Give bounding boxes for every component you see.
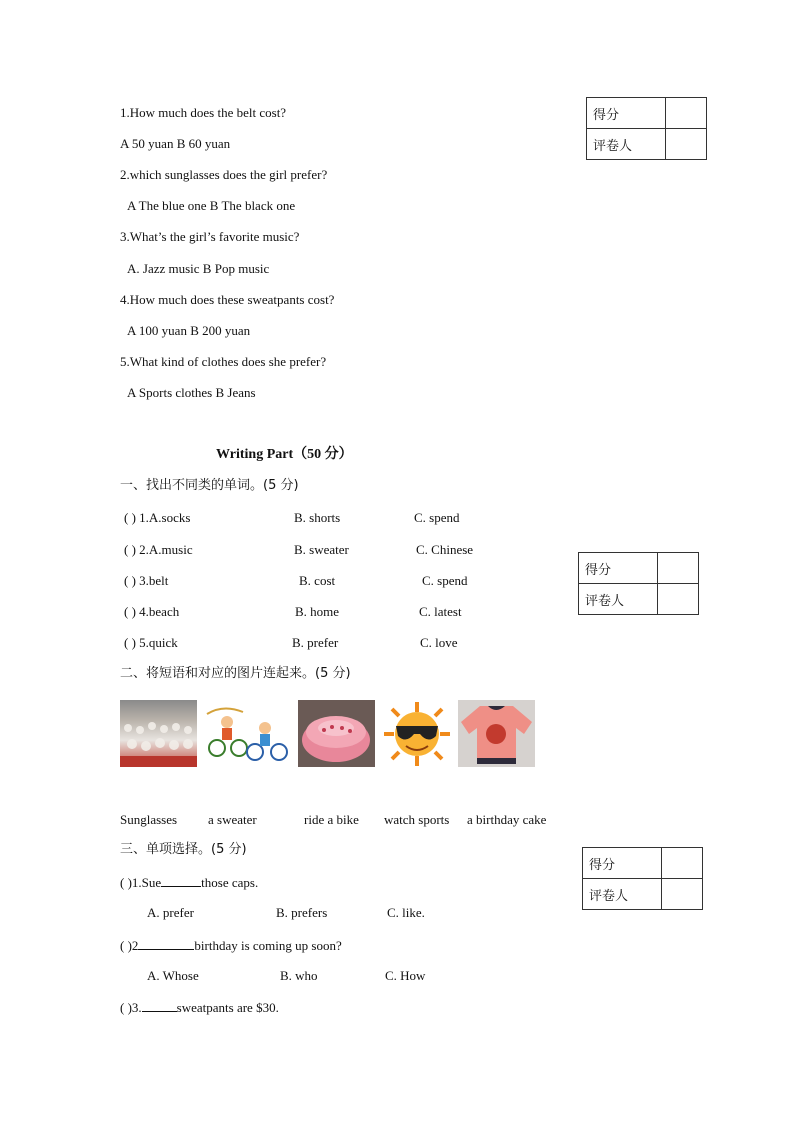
s1-row-2-b: B. sweater (294, 542, 349, 557)
s1-row-3-b: B. cost (299, 573, 336, 588)
score-cell[interactable] (666, 98, 707, 129)
score-label: 得分 (579, 553, 658, 584)
s3-q1-prefix: ( )1.Sue (120, 875, 162, 890)
s1-row-5-c: C. love (420, 635, 458, 650)
phrase-sweater: a sweater (208, 812, 257, 827)
score-box (582, 847, 703, 910)
score-label: 得分 (587, 98, 666, 129)
answer-blank[interactable] (161, 874, 201, 887)
question-4: 4.How much does these sweatpants cost? (120, 292, 335, 307)
answer-2: A The blue one B The black one (127, 198, 296, 213)
s3-q2-suffix: birthday is coming up soon? (194, 938, 342, 953)
answer-1: A 50 yuan B 60 yuan (120, 136, 231, 151)
s3-q1-option-c: C. like. (387, 905, 425, 920)
score-cell[interactable] (662, 848, 703, 879)
answer-blank[interactable] (142, 999, 177, 1012)
s3-q1-suffix: those caps. (201, 875, 259, 890)
sweater-photo (458, 700, 535, 767)
s3-q1-option-a: A. prefer (147, 905, 194, 920)
phrase-ride-bike: ride a bike (304, 812, 359, 827)
reviewer-label: 评卷人 (587, 129, 666, 160)
answer-3: A. Jazz music B Pop music (127, 261, 270, 276)
s1-row-5-num: ( ) 5.quick (124, 635, 178, 650)
phrase-watch-sports: watch sports (384, 812, 450, 827)
question-1: 1.How much does the belt cost? (120, 105, 287, 120)
s1-row-1-num: ( ) 1.A.socks (124, 510, 191, 525)
crowd-icon (120, 700, 197, 767)
bike-riders-picture (203, 700, 291, 767)
question-2: 2.which sunglasses does the girl prefer? (120, 167, 328, 182)
s1-row-3-c: C. spend (422, 573, 468, 588)
writing-title: Writing Part（50 分） (216, 447, 353, 462)
s1-row-4-c: C. latest (419, 604, 462, 619)
reviewer-label: 评卷人 (583, 879, 662, 910)
s3-question-2 (120, 937, 342, 954)
cake-photo (298, 700, 375, 767)
section2-heading: 二、将短语和对应的图片连起来。(5 分) (120, 666, 351, 681)
s3-q2-option-c: C. How (385, 968, 426, 983)
sun-icon (382, 700, 452, 767)
answer-4: A 100 yuan B 200 yuan (127, 323, 251, 338)
s1-row-2-c: C. Chinese (416, 542, 474, 557)
s1-row-4-b: B. home (295, 604, 340, 619)
s3-q2-prefix: ( )2 (120, 938, 139, 953)
sweater-icon (458, 700, 535, 767)
s3-q3-prefix: ( )3. (120, 1000, 142, 1015)
s1-row-3-num: ( ) 3.belt (124, 573, 169, 588)
s3-q2-option-b: B. who (280, 968, 318, 983)
s3-question-3 (120, 999, 279, 1016)
reviewer-cell[interactable] (658, 584, 699, 615)
crowd-photo (120, 700, 197, 767)
cake-icon (298, 700, 375, 767)
answer-blank[interactable] (138, 937, 194, 950)
bike-icon (203, 700, 291, 767)
score-label: 得分 (583, 848, 662, 879)
question-3: 3.What’s the girl’s favorite music? (120, 229, 300, 244)
score-box (586, 97, 707, 160)
s1-row-1-b: B. shorts (294, 510, 341, 525)
reviewer-label: 评卷人 (579, 584, 658, 615)
score-box (578, 552, 699, 615)
s1-row-5-b: B. prefer (292, 635, 339, 650)
score-cell[interactable] (658, 553, 699, 584)
s1-row-1-c: C. spend (414, 510, 460, 525)
answer-5: A Sports clothes B Jeans (127, 385, 256, 400)
s1-row-4-num: ( ) 4.beach (124, 604, 180, 619)
section1-heading: 一、找出不同类的单词。(5 分) (120, 478, 299, 493)
phrase-sunglasses: Sunglasses (120, 812, 178, 827)
s3-q3-suffix: sweatpants are $30. (176, 1000, 279, 1015)
reviewer-cell[interactable] (666, 129, 707, 160)
sunglasses-sun-picture (382, 700, 452, 767)
s3-question-1 (120, 874, 258, 891)
reviewer-cell[interactable] (662, 879, 703, 910)
s1-row-2-num: ( ) 2.A.music (124, 542, 193, 557)
phrase-birthday-cake: a birthday cake (467, 812, 547, 827)
s3-q2-option-a: A. Whose (147, 968, 199, 983)
s3-q1-option-b: B. prefers (276, 905, 328, 920)
question-5: 5.What kind of clothes does she prefer? (120, 354, 327, 369)
section3-heading: 三、单项选择。(5 分) (120, 842, 247, 857)
